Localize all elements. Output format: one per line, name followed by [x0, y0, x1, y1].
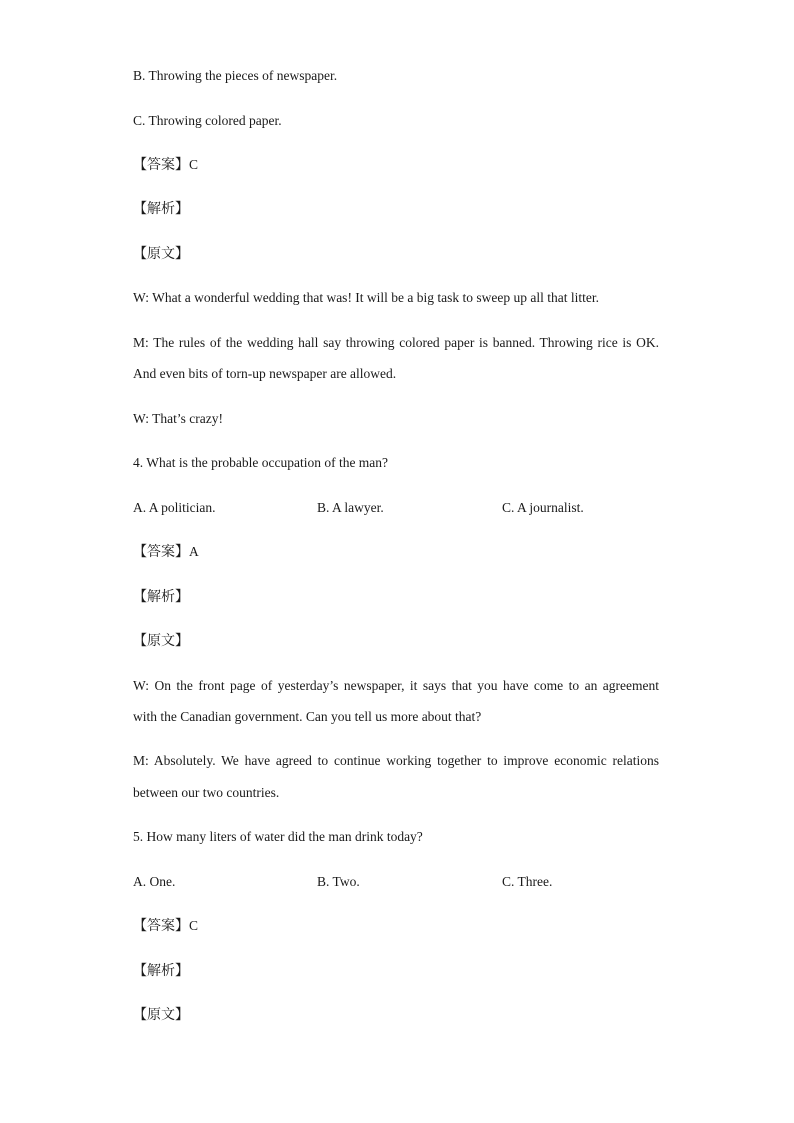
q4-option-c: C. A journalist.	[502, 500, 584, 515]
answer-label: 【答案】	[133, 157, 189, 173]
answer-label: 【答案】	[133, 918, 189, 934]
q4-question: 4. What is the probable occupation of the man?	[133, 455, 389, 470]
q3-option-b: B. Throwing the pieces of newspaper.	[133, 68, 338, 83]
q3-answer	[133, 157, 198, 173]
q4-answer	[133, 544, 199, 560]
answer-value: C	[189, 918, 199, 933]
q5-question: 5. How many liters of water did the man drink today?	[133, 829, 423, 844]
q3-transcript-line: W: That’s crazy!	[133, 411, 223, 426]
q4-option-b: B. A lawyer.	[317, 500, 384, 515]
q5-option-a: A. One.	[133, 874, 176, 889]
q5-original-label: 【原文】	[133, 1007, 189, 1023]
q4-option-a: A. A politician.	[133, 500, 216, 515]
q4-transcript-line: W: On the front page of yesterday’s newspaper, it says that you have come to an agreement	[133, 678, 659, 693]
q3-transcript-line: And even bits of torn-up newspaper are allowed.	[133, 366, 397, 381]
q5-analysis-label: 【解析】	[133, 963, 189, 979]
q5-answer	[133, 918, 198, 934]
q3-analysis-label: 【解析】	[133, 201, 189, 217]
answer-value: C	[189, 157, 199, 172]
q4-transcript-line: with the Canadian government. Can you tell us more about that?	[133, 709, 482, 724]
q5-option-c: C. Three.	[502, 874, 553, 889]
q3-transcript-line: W: What a wonderful wedding that was! It will be a big task to sweep up all that litter.	[133, 290, 600, 305]
q3-original-label: 【原文】	[133, 246, 189, 262]
q5-option-b: B. Two.	[317, 874, 360, 889]
q4-analysis-label: 【解析】	[133, 589, 189, 605]
q4-transcript-line: M: Absolutely. We have agreed to continue working together to improve economic relations	[133, 753, 659, 768]
q3-transcript-line: M: The rules of the wedding hall say throwing colored paper is banned. Throwing rice is OK.	[133, 335, 659, 350]
answer-value: A	[189, 544, 199, 559]
q3-option-c: C. Throwing colored paper.	[133, 113, 282, 128]
q4-original-label: 【原文】	[133, 633, 189, 649]
answer-label: 【答案】	[133, 544, 189, 560]
q4-transcript-line: between our two countries.	[133, 785, 280, 800]
